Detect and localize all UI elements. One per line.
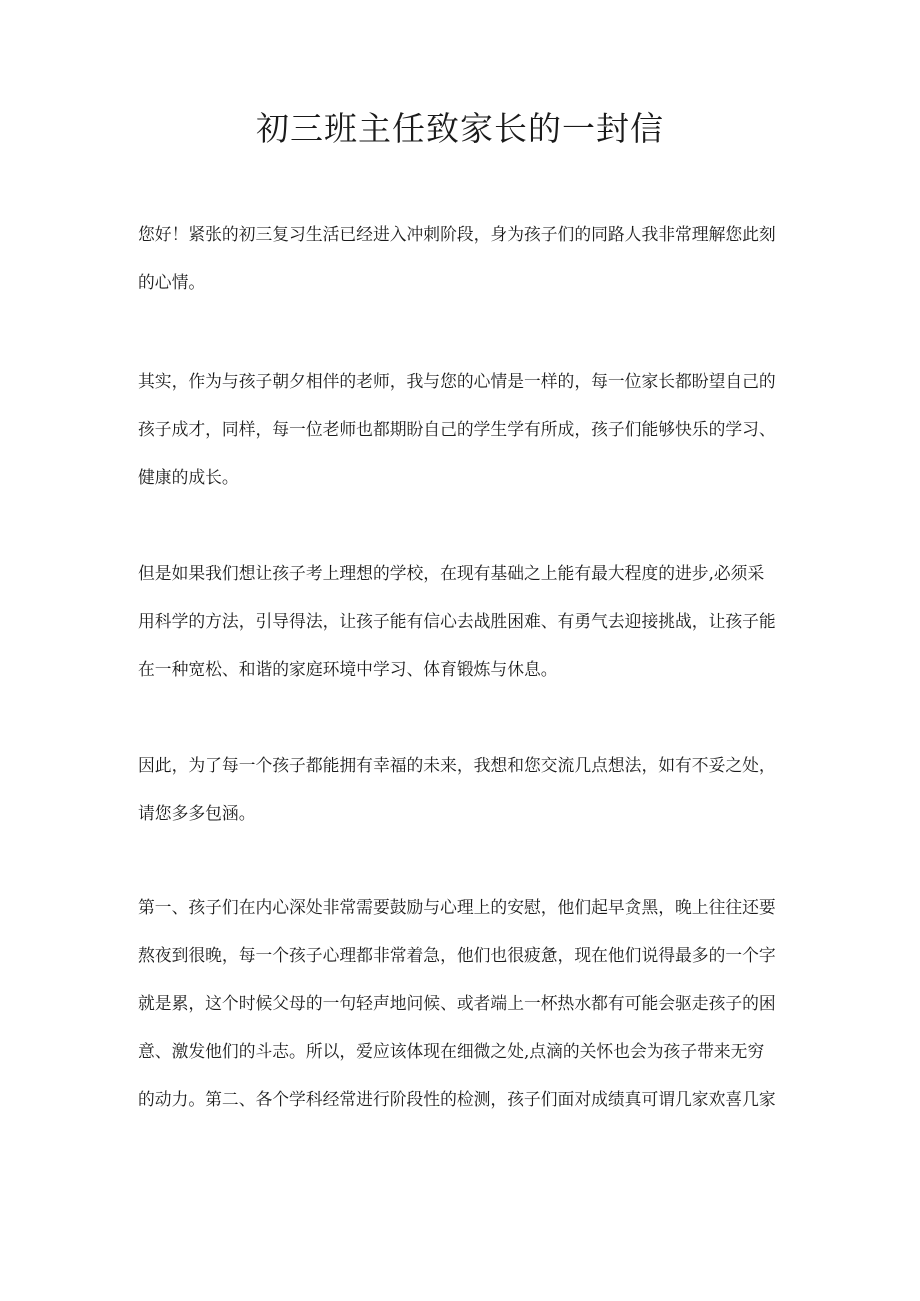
paragraph-line: 孩子成才，同样，每一位老师也都期盼自己的学生学有所成，孩子们能够快乐的学习、: [138, 419, 776, 439]
paragraph-line: 第一、孩子们在内心深处非常需要鼓励与心理上的安慰，他们起早贪黑，晚上往往还要: [138, 897, 776, 917]
paragraph-line: 健康的成长。: [138, 467, 239, 487]
paragraph-first-point: [138, 883, 798, 1123]
paragraph-teacher-feelings: [138, 357, 798, 501]
paragraph-line: 请您多多包涵。: [138, 803, 256, 823]
paragraph-line: 的心情。: [138, 272, 206, 292]
paragraph-line: 用科学的方法，引导得法，让孩子能有信心去战胜困难、有勇气去迎接挑战，让孩子能: [138, 611, 776, 631]
paragraph-exchange-ideas: [138, 741, 798, 837]
paragraph-greeting: [138, 210, 798, 306]
paragraph-line: 您好！紧张的初三复习生活已经进入冲刺阶段，身为孩子们的同路人我非常理解您此刻: [138, 224, 776, 244]
paragraph-line: 就是累，这个时候父母的一句轻声地问候、或者端上一杯热水都有可能会驱走孩子的困: [138, 993, 776, 1013]
document-title: 初三班主任致家长的一封信: [256, 109, 664, 148]
paragraph-scientific-methods: [138, 549, 798, 693]
paragraph-line: 但是如果我们想让孩子考上理想的学校，在现有基础之上能有最大程度的进步,必须采: [138, 563, 765, 583]
paragraph-line: 意、激发他们的斗志。所以，爱应该体现在细微之处,点滴的关怀也会为孩子带来无穷: [138, 1041, 765, 1061]
paragraph-line: 其实，作为与孩子朝夕相伴的老师，我与您的心情是一样的，每一位家长都盼望自己的: [138, 371, 776, 391]
paragraph-line: 因此，为了每一个孩子都能拥有幸福的未来，我想和您交流几点想法，如有不妥之处，: [138, 755, 776, 775]
paragraph-line: 的动力。第二、各个学科经常进行阶段性的检测，孩子们面对成绩真可谓几家欢喜几家: [138, 1089, 776, 1109]
paragraph-line: 熬夜到很晚，每一个孩子心理都非常着急，他们也很疲惫，现在他们说得最多的一个字: [138, 945, 776, 965]
paragraph-line: 在一种宽松、和谐的家庭环境中学习、体育锻炼与休息。: [138, 659, 558, 679]
